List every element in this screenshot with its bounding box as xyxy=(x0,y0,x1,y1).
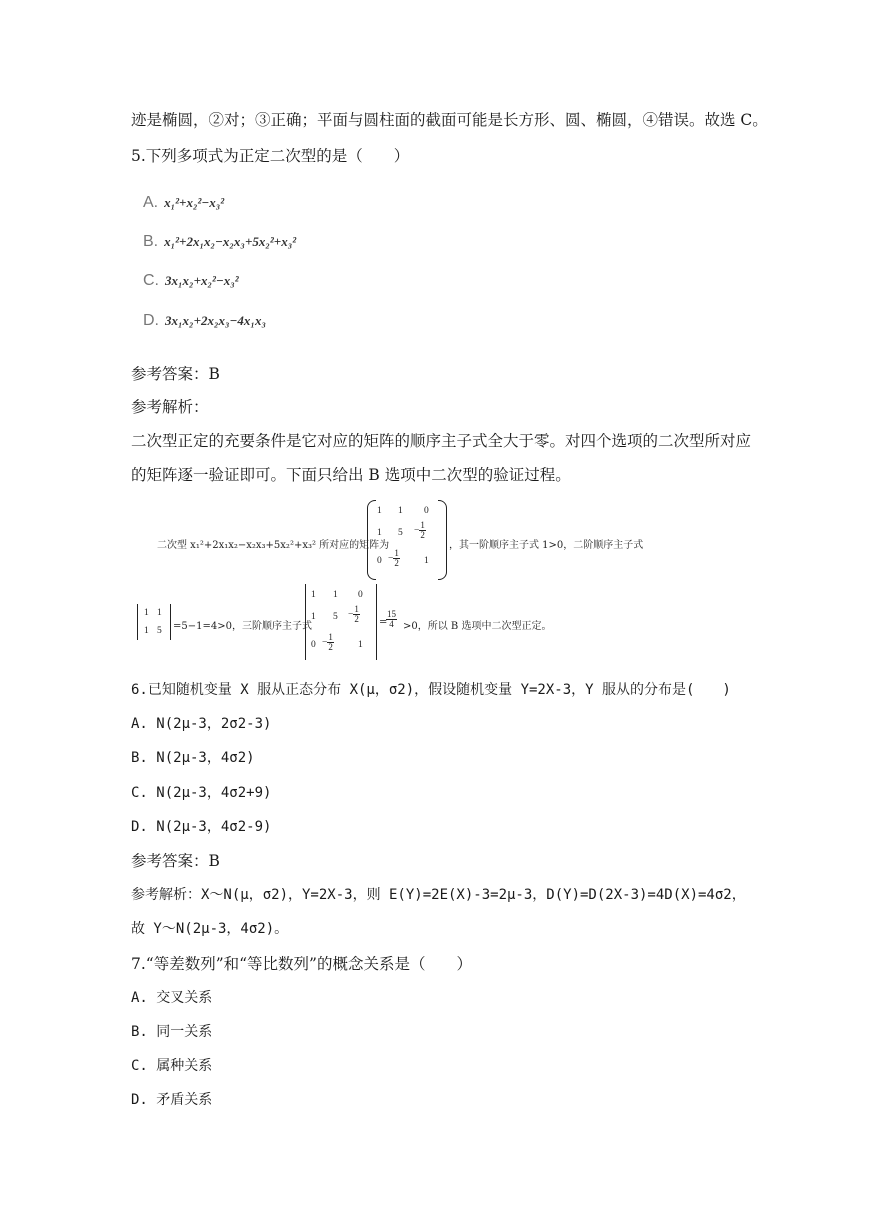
q7-option-c: C. 属种关系 xyxy=(131,1058,213,1074)
frac-num: 1 xyxy=(328,632,333,642)
proof-line1-suffix: ，其一阶顺序主子式 1>0，二阶顺序主子式 xyxy=(449,540,644,551)
q5-question: 5.下列多项式为正定二次型的是（ ） xyxy=(131,147,410,165)
proof-line2-equals: = xyxy=(379,617,388,628)
q6-analysis-line2: 故 Y～N(2μ-3，4σ2)。 xyxy=(131,921,289,937)
det3-r3c3: 1 xyxy=(358,640,363,650)
option-letter: B. xyxy=(143,233,159,250)
det3-right-bar xyxy=(376,584,377,660)
frac-den: 2 xyxy=(420,530,425,540)
det3-r2c2: 5 xyxy=(333,612,338,622)
matrix-r2c2: 5 xyxy=(398,528,403,538)
q7-question: 7.“等差数列”和“等比数列”的概念关系是（ ） xyxy=(131,955,472,973)
option-letter: A. xyxy=(143,194,159,211)
det3-r2c3 xyxy=(348,605,360,624)
result-fraction xyxy=(386,610,397,629)
matrix-r3c2 xyxy=(388,549,400,568)
q5-option-d xyxy=(143,311,266,330)
det3-r1c2: 1 xyxy=(333,590,338,600)
q7-option-a: A. 交叉关系 xyxy=(131,990,213,1006)
det2-left-bar xyxy=(137,604,138,640)
matrix-r1c1: 1 xyxy=(377,506,382,516)
matrix-r1c2: 1 xyxy=(398,506,403,516)
q5-option-b xyxy=(143,232,296,251)
minus-sign: − xyxy=(322,637,328,648)
q6-answer: 参考答案：B xyxy=(131,852,220,870)
det2-r2c2: 5 xyxy=(157,626,162,636)
q5-analysis-line1: 二次型正定的充要条件是它对应的矩阵的顺序主子式全大于零。对四个选项的二次型所对应 xyxy=(131,432,752,450)
minus-sign: − xyxy=(388,553,394,564)
q7-option-b: B. 同一关系 xyxy=(131,1024,213,1040)
matrix-left-bracket xyxy=(367,500,376,580)
det3-r1c3: 0 xyxy=(358,590,363,600)
det3-r1c1: 1 xyxy=(311,590,316,600)
matrix-r2c3 xyxy=(414,521,426,540)
frac-den: 2 xyxy=(354,614,359,624)
q6-analysis-line1: 参考解析：X～N(μ，σ2)，Y=2X-3，则 E(Y)=2E(X)-3=2μ-3，D(Y)=D(2X-3)=4D(X)=4σ2， xyxy=(131,887,746,903)
top-line: 迹是椭圆，②对；③正确；平面与圆柱面的截面可能是长方形、圆、椭圆，④错误。故选 C。 xyxy=(131,111,768,129)
frac-den: 2 xyxy=(394,558,399,568)
frac-num: 1 xyxy=(354,604,359,614)
q5-analysis-line2: 的矩阵逐一验证即可。下面只给出 B 选项中二次型的验证过程。 xyxy=(131,466,571,484)
matrix-r3c3: 1 xyxy=(424,556,429,566)
det3-r3c1: 0 xyxy=(311,640,316,650)
det2-r1c2: 1 xyxy=(157,608,162,618)
det2-r1c1: 1 xyxy=(144,608,149,618)
det2-right-bar xyxy=(170,604,171,640)
proof-line1-prefix: 二次型 x₁²+2x₁x₂−x₂x₃+5x₂²+x₃² 所对应的矩阵为 xyxy=(157,540,390,551)
minus-sign: − xyxy=(414,525,420,536)
q6-option-c: C. N(2μ-3，4σ2+9) xyxy=(131,785,272,801)
frac-num: 15 xyxy=(387,609,396,619)
matrix-right-bracket xyxy=(438,500,447,580)
q6-option-b: B. N(2μ-3，4σ2) xyxy=(131,750,255,766)
q5-analysis-label: 参考解析： xyxy=(131,398,209,416)
matrix-r3c1: 0 xyxy=(377,556,382,566)
frac-den: 4 xyxy=(389,619,394,629)
option-expr: 3x₁x₂+2x₂x₃−4x₁x₃ xyxy=(165,313,266,328)
proof-line2-suffix: >0，所以 B 选项中二次型正定。 xyxy=(403,621,552,632)
option-letter: C. xyxy=(143,272,159,289)
det3-r2c1: 1 xyxy=(311,612,316,622)
proof-line2-middle: =5−1=4>0，三阶顺序主子式 xyxy=(173,621,312,632)
frac-num: 1 xyxy=(394,548,399,558)
q5-option-a xyxy=(143,193,224,212)
det2-r2c1: 1 xyxy=(144,626,149,636)
minus-sign: − xyxy=(348,609,354,620)
q5-answer: 参考答案：B xyxy=(131,365,220,383)
det3-r3c2 xyxy=(322,633,334,652)
option-expr: 3x₁x₂+x₂²−x₃² xyxy=(165,273,239,288)
q6-option-d: D. N(2μ-3，4σ2-9) xyxy=(131,819,272,835)
q6-option-a: A. N(2μ-3，2σ2-3) xyxy=(131,716,272,732)
det3-left-bar xyxy=(305,584,306,660)
matrix-r1c3: 0 xyxy=(424,506,429,516)
q5-option-c xyxy=(143,271,239,290)
option-expr: x₁²+x₂²−x₃² xyxy=(164,195,225,210)
q6-question: 6.已知随机变量 X 服从正态分布 X(μ，σ2)，假设随机变量 Y=2X-3，Y 服从的分布是( ) xyxy=(131,682,731,698)
frac-den: 2 xyxy=(328,642,333,652)
q7-option-d: D. 矛盾关系 xyxy=(131,1092,213,1108)
option-letter: D. xyxy=(143,312,159,329)
frac-num: 1 xyxy=(420,520,425,530)
matrix-r2c1: 1 xyxy=(377,528,382,538)
option-expr: x₁²+2x₁x₂−x₂x₃+5x₂²+x₃² xyxy=(164,234,297,249)
